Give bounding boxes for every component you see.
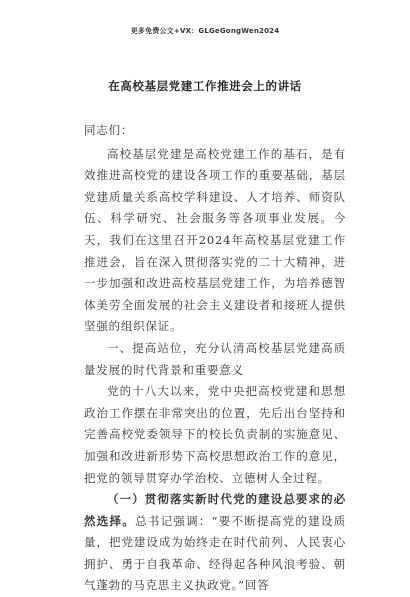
- sub-heading-text: 总书记强调：“要不断提高党的建设质量，把党建设成为始终走在时代前列、人民衷心拥护、勇于自我革命、经得起各种风浪考验、朝气蓬勃的马克思主义执政党。”回答: [84, 513, 346, 593]
- sub-heading-paragraph: [84, 489, 346, 597]
- paragraph-background: 党的十八大以来，党中央把高校党建和思想政治工作摆在非常突出的位置，先后出台坚持和完善高校党委领导下的校长负责制的实施意见、加强和改进新形势下高校思想政治工作的意见，把党的领导贯穿办学治校、立德树人全过程。: [84, 384, 346, 485]
- salutation: 同志们：: [84, 123, 134, 137]
- header-note: 更多免费公文+VX：GLGeGongWen2024: [130, 27, 280, 35]
- section-heading: 一、提高站位，充分认清高校基层党建高质量发展的时代背景和重要意义: [84, 340, 346, 377]
- document-body: [84, 120, 346, 597]
- document-title: 在高校基层党建工作推进会上的讲话: [108, 79, 302, 93]
- sub-heading-lead: （一）贯彻落实新时代党的建设总要求的必然选择。: [84, 492, 346, 528]
- paragraph-intro: 高校基层党建是高校党建工作的基石，是有效推进高校党的建设各项工作的重要基础，基层党建质量关系高校学科建设、人才培养、师资队伍、科学研究、社会服务等各项事业发展。今天，我们在这里召开2024年高校基层党建工作推进会，旨在深入贯彻落实党的二十大精神，进一步加强和改进高校基层党建工作，为培养德智体美劳全面发展的社会主义建设者和接班人提供坚强的组织保证。: [84, 146, 346, 334]
